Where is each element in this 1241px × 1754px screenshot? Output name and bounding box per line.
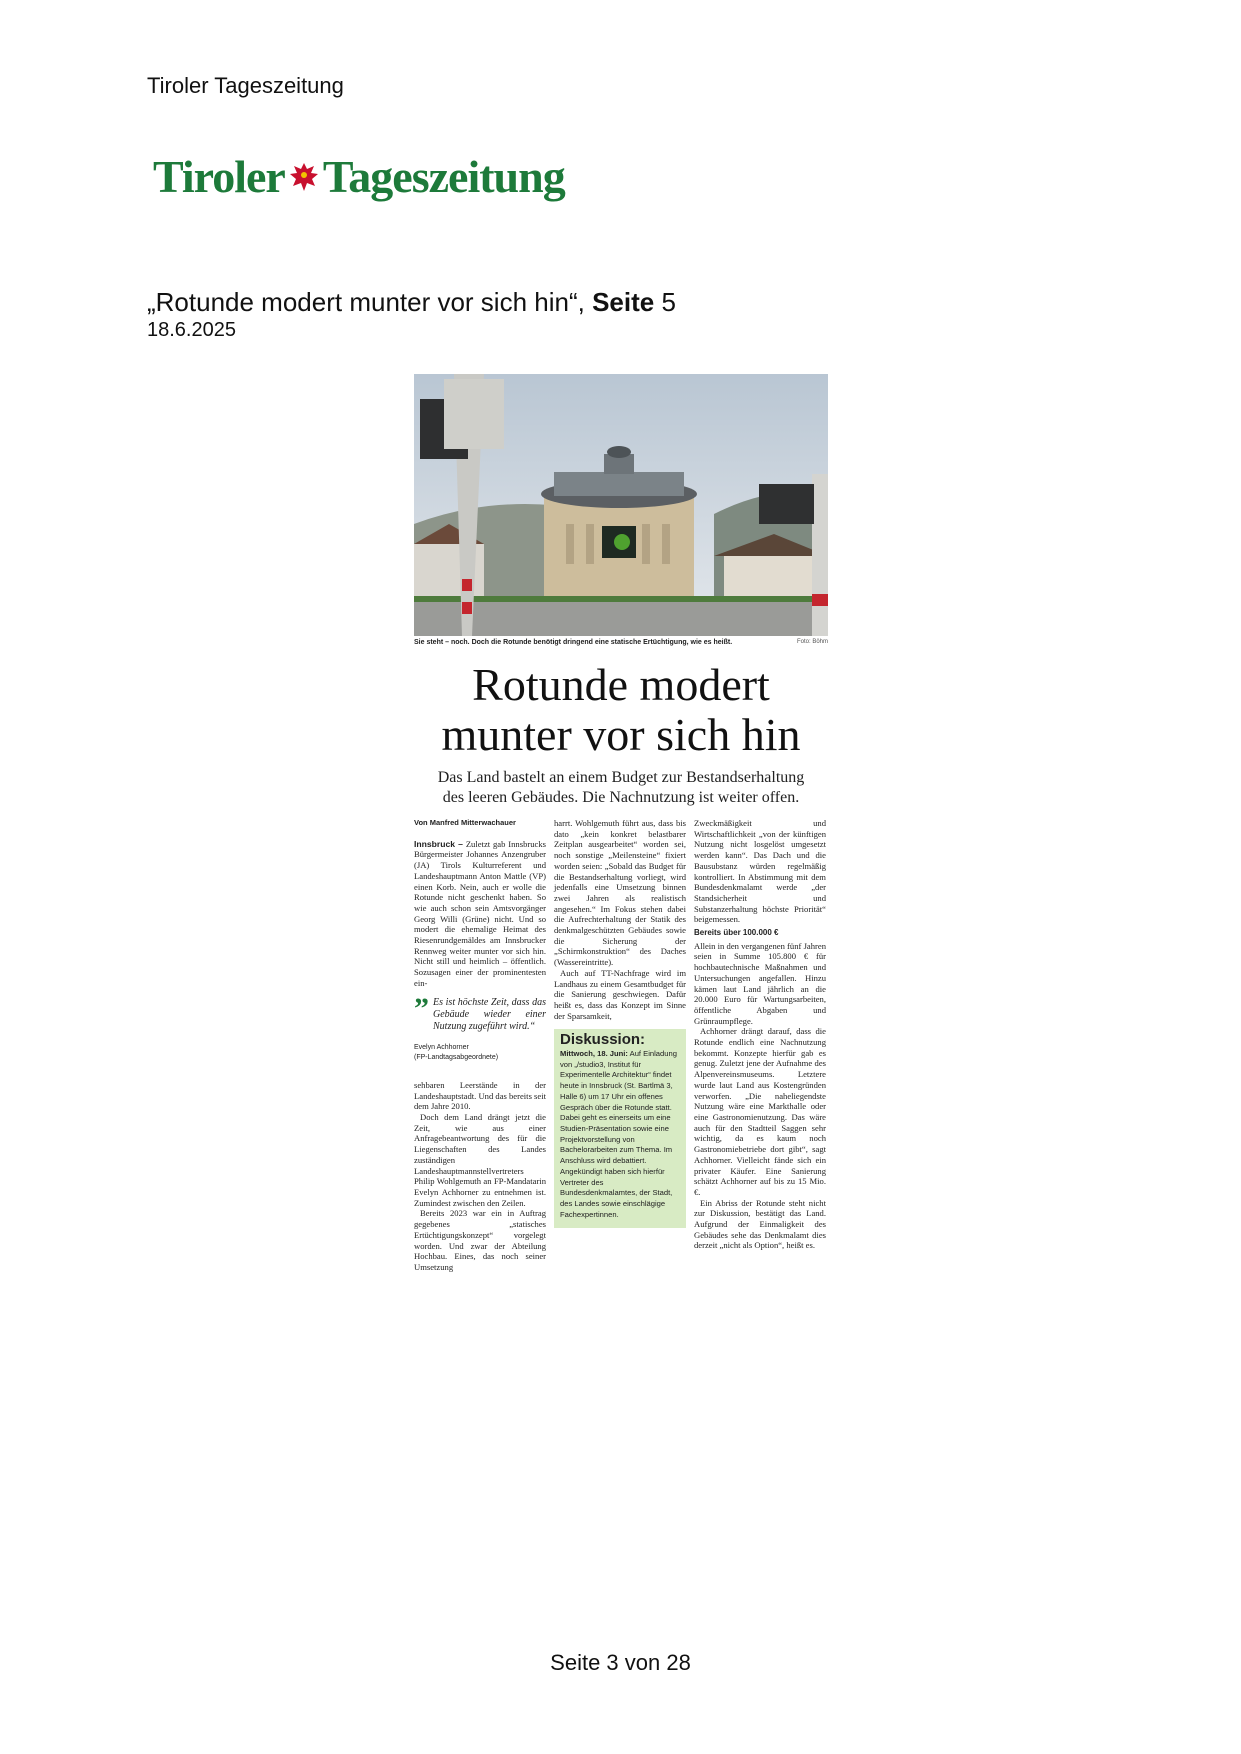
info-box-date: Mittwoch, 18. Juni: [560, 1049, 628, 1059]
paragraph: harrt. Wohlgemuth führt aus, dass bis dato „kein konkret belastbarer Zeitplan ausgearbeitet“ worden sei, noch sonstige „Meilensteine“ fixiert worden seien: „Sobald das Budget für die Bestandserhaltung vorliegt, wird jedenfalls eine Umsetzung binnen zwei Jahren als realistisch angesehen.“ Im Fokus stehen dabei die Aufrechterhaltung der Statik des denkmalgeschützten Gebäudes sowie die Sicherung der „Schirmkonstruktion“ des Daches (Wassereintritte). [554, 818, 686, 968]
headline-line-2: munter vor sich hin [441, 709, 801, 760]
paragraph: Bereits 2023 war ein in Auftrag gegebenes „statisches Ertüchtigungskonzept“ vorgelegt worden. Und zwar der Abteilung Hochbau. Eines, das noch seiner Umsetzung [414, 1208, 546, 1272]
paragraph-text: Zuletzt gab Innsbrucks Bürgermeister Johannes Anzengruber (JA) Tirols Kulturreferent und Landeshauptmann Anton Mattle (VP) einen Korb. Nein, auch er wolle die Rotunde nicht geschenkt haben. So wie auch schon sein Amtsvorgänger Georg Willi (Grüne) nicht. Und so modert die ehemalige Heimat des Riesenrundgemäldes am Innsbrucker Rennweg weiter munter vor sich hin. Nicht still und heimlich – öffentlich. Sozusagen einer der prominentesten ein- [414, 838, 546, 988]
tyrolean-eagle-icon [287, 160, 321, 194]
subheadline-line-2: des leeren Gebäudes. Die Nachnutzung ist weiter offen. [442, 789, 800, 806]
rotunde-photo [414, 374, 828, 636]
clip-title [147, 287, 676, 318]
paragraph: Zweckmäßigkeit und Wirtschaftlichkeit „von der künftigen Nutzung nicht losgelöst umgesetzt werden kann“. Das Dach und die Bausubstanz würden regelmäßig kontrolliert. In Abstimmung mit dem Bundesdenkmalamt werde „der Standsicherheit und Substanzerhaltung höchste Priorität“ beigemessen. [694, 818, 826, 925]
logo-text-left: Tiroler [153, 151, 285, 202]
column-2 [554, 818, 686, 1273]
info-box-title: Diskussion: [560, 1031, 646, 1049]
photo-credit: Foto: Böhm [796, 639, 828, 645]
paragraph: Allein in den vergangenen fünf Jahren seien in Summe 105.800 € für hochbautechnische Maßnahmen und Untersuchungen angefallen. Hinzu kämen laut Land jährlich an die 20.000 Euro für Wartungsarbeiten, öffentliche Abgaben und Grünraumpflege. [694, 940, 826, 1026]
quote-author-role: (FP-Landtagsabgeordnete) [414, 1054, 499, 1062]
page-indicator: Seite 3 von 28 [550, 1650, 691, 1675]
info-box-text: Auf Einladung von „/studio3, Institut für Experimentelle Architektur“ findet heute in Innsbruck (St. Bartlmä 3, Halle 6) um 17 Uhr ein offenes Gespräch über die Rotunde statt. Dabei geht es einerseits um eine Studien-Präsentation sowie eine Projektvorstellung von Bachelorarbeiten zum Thema. Im Anschluss wird debattiert. Angekündigt haben sich hierfür Vertreter des Bundesdenkmalamtes, der Stadt, des Landes sowie einschlägige Fachexpertinnen. [560, 1049, 677, 1219]
paragraph: Ein Abriss der Rotunde steht nicht zur Diskussion, bestätigt das Land. Aufgrund der Einmaligkeit des Gebäudes sehe das Denkmalamt dies derzeit „nicht als Option“, heißt es. [694, 1197, 826, 1251]
quote-text: Es ist höchste Zeit, dass das Gebäude wieder einer Nutzung zugeführt wird.“ [433, 996, 546, 1032]
quote-author-name: Evelyn Achhorner [414, 1043, 469, 1051]
headline [414, 660, 828, 760]
newspaper-logo [153, 150, 565, 203]
clip-page-label: Seite [592, 287, 655, 317]
subheadline [414, 768, 828, 808]
source-name: Tiroler Tageszeitung [147, 73, 344, 98]
byline: Von Manfred Mitterwachauer [414, 818, 516, 827]
logo-text-right: Tageszeitung [322, 151, 565, 202]
pull-quote [414, 991, 546, 1033]
subheadline-line-1: Das Land bastelt an einem Budget zur Bestandserhaltung [437, 769, 805, 786]
clip-title-text: „Rotunde modert munter vor sich hin“, [147, 287, 585, 317]
quote-author [414, 1043, 546, 1064]
photo-caption-row [414, 639, 828, 646]
newspaper-clipping [414, 374, 828, 1273]
photo-caption: Sie steht – noch. Doch die Rotunde benötigt dringend eine statische Ertüchtigung, wie es heißt. [414, 639, 733, 646]
info-box [554, 1029, 686, 1228]
paragraph: Doch dem Land drängt jetzt die Zeit, wie aus einer Anfragebeantwortung des für die Liegenschaften des Landes zuständigen Landeshauptmannstellvertreters Philip Wohlgemuth an FP-Mandatarin Evelyn Achhorner zu entnehmen ist. Zumindest zwischen den Zeilen. [414, 1112, 546, 1208]
quote-mark-icon: ” [414, 991, 429, 1025]
paragraph: Achhorner drängt darauf, dass die Rotunde endlich eine Nachnutzung bekommt. Konzepte hierfür gab es genug. Zuletzt jene der Aufnahme des Alpenvereinsmuseums. Letztere wurde laut Land aus Kostengründen verworfen. „Die naheliegendste Nutzung wäre eine Markthalle oder eine Gastronomienutzung. Das wäre auch für den Stadtteil Saggen sehr wichtig, da es kaum noch Gastronomiebetriebe dort gibt“, sagt Achhorner. Vielleicht fände sich ein privater Käufer. Eine Sanierung schätzt Achhorner auf bis zu 15 Mio. €. [694, 1026, 826, 1197]
clip-date: 18.6.2025 [147, 319, 236, 341]
article-columns [414, 818, 828, 1273]
headline-line-1: Rotunde modert [472, 659, 770, 710]
paragraph: sehbaren Leerstände in der Landeshauptstadt. Und das bereits seit dem Jahre 2010. [414, 1079, 546, 1112]
column-3 [694, 818, 826, 1273]
dateline: Innsbruck – [414, 838, 463, 849]
clip-page-number: 5 [661, 287, 676, 317]
section-subheading: Bereits über 100.000 € [694, 928, 779, 938]
column-1 [414, 818, 546, 1273]
paragraph [414, 839, 546, 989]
paragraph: Auch auf TT-Nachfrage wird im Landhaus zu einem Gesamtbudget für die Sanierung geschwiegen. Dafür heißt es, dass das Konzept im Sinne der Sparsamkeit, [554, 967, 686, 1021]
